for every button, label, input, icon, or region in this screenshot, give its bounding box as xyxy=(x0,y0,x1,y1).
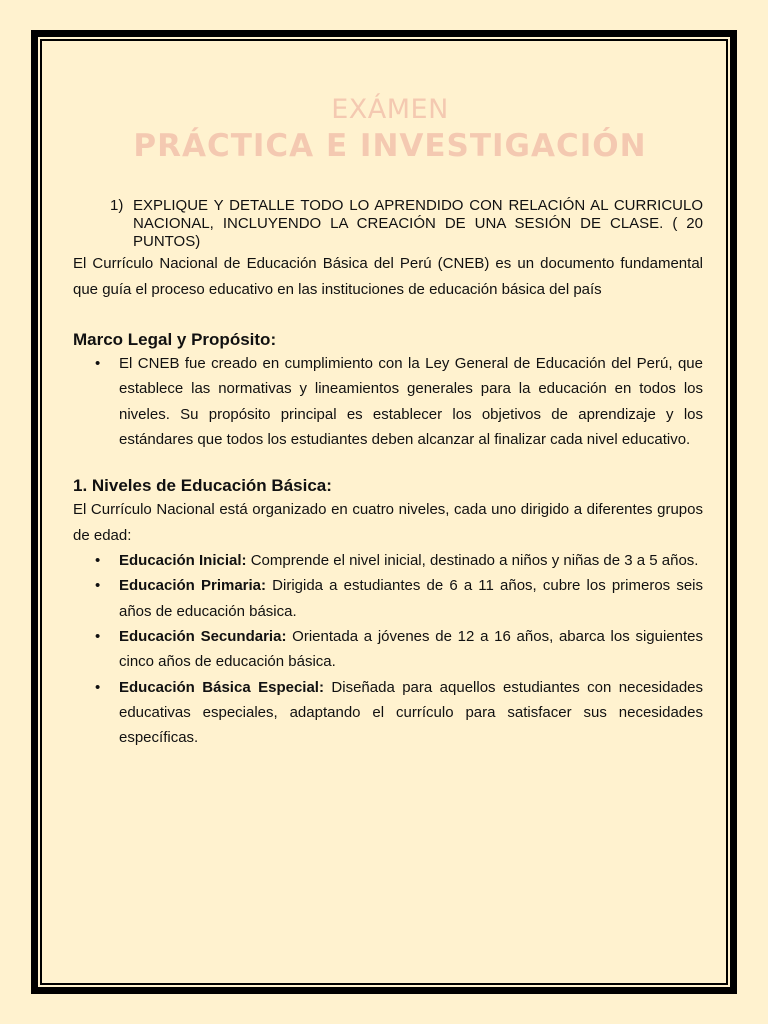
marco-heading-colon: : xyxy=(270,330,277,349)
nivel-text: Comprende el nivel inicial, destinado a niños y niñas de 3 a 5 años. xyxy=(246,552,699,570)
list-item xyxy=(73,675,703,751)
nivel-label: Educación Secundaria: xyxy=(119,628,287,646)
marco-heading-text: Marco Legal y Propósito xyxy=(73,330,271,349)
list-item xyxy=(73,624,703,675)
nivel-text: Orientada a jóvenes de 12 a 16 años, abarca los siguientes cinco años de educación básica. xyxy=(119,628,703,671)
nivel-label: Educación Primaria: xyxy=(119,577,267,595)
intro-paragraph: El Currículo Nacional de Educación Básica del Perú (CNEB) es un documento fundamental que guía el proceso educativo en las instituciones de educación básica del país xyxy=(73,255,703,298)
nivel-label: Educación Inicial: xyxy=(119,552,247,570)
niveles-intro-paragraph: El Currículo Nacional está organizado en cuatro niveles, cada uno dirigido a diferentes grupos de edad: xyxy=(73,501,703,544)
bullet-icon: • xyxy=(95,577,101,595)
bullet-icon: • xyxy=(95,552,101,570)
list-item xyxy=(73,573,703,624)
nivel-label: Educación Básica Especial: xyxy=(119,678,324,696)
bullet-icon: • xyxy=(95,678,101,696)
marco-item-text: El CNEB fue creado en cumplimiento con la Ley General de Educación del Perú, que establece las normativas y lineamientos generales para la educación en todos los niveles. Su propósito principal es establecer los objetivos de aprendizaje y los estándares que todos los estudiantes deben alcanzar al finalizar cada nivel educativo. xyxy=(119,355,703,448)
nivel-text: Diseñada para aquellos estudiantes con necesidades educativas especiales, adaptando el currículo para satisfacer sus necesidades específicas. xyxy=(119,678,703,747)
niveles-heading xyxy=(73,475,703,497)
document-body xyxy=(73,93,703,751)
nivel-text: Dirigida a estudiantes de 6 a 11 años, cubre los primeros seis años de educación básica. xyxy=(119,577,703,620)
question-text: EXPLIQUE Y DETALLE TODO LO APRENDIDO CON RELACIÓN AL CURRICULO NACIONAL, INCLUYENDO LA CREACIÓN DE UNA SESIÓN DE CLASE. ( 20 PUNTOS) xyxy=(133,197,703,250)
niveles-list xyxy=(73,548,703,750)
bullet-icon: • xyxy=(95,355,101,372)
list-item xyxy=(73,548,703,573)
list-item xyxy=(73,351,703,452)
exam-subtitle: PRÁCTICA E INVESTIGACIÓN xyxy=(133,128,647,164)
marco-list xyxy=(73,351,703,452)
question-number: 1) xyxy=(110,197,124,214)
bullet-icon: • xyxy=(95,628,101,646)
marco-heading xyxy=(73,329,703,351)
question-item xyxy=(73,197,703,251)
exam-title: EXÁMEN xyxy=(331,94,449,125)
niveles-heading-text: 1. Niveles de Educación Básica: xyxy=(73,476,332,496)
